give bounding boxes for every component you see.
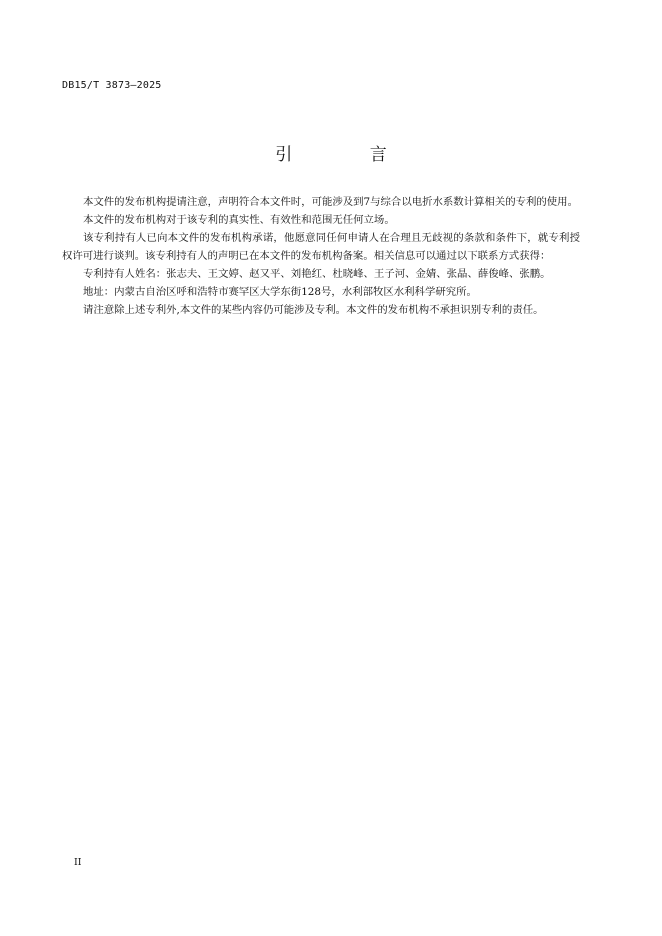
paragraph-no-position: 本文件的发布机构对于该专利的真实性、有效性和范围无任何立场。 (83, 214, 395, 226)
paragraph-disclaimer: 请注意除上述专利外,本文件的某些内容仍可能涉及专利。本文件的发布机构不承担识别专利的责任。 (83, 304, 544, 316)
paragraph-address: 地址：内蒙古自治区呼和浩特市赛罕区大学东街128号，水利部牧区水利科学研究所。 (83, 286, 477, 298)
paragraph-holder-names: 专利持有人姓名：张志夫、王文婷、赵又平、刘艳红、杜晓峰、王子河、金婧、张晶、薛俊峰、张鹏。 (83, 268, 551, 280)
document-body (62, 193, 580, 319)
paragraph-patent-notice: 本文件的发布机构提请注意，声明符合本文件时，可能涉及到7与综合以电折水系数计算相关的专利的使用。 (83, 196, 578, 208)
page-number: II (74, 857, 82, 868)
paragraph-holder-commitment: 该专利持有人已向本文件的发布机构承诺，他愿意同任何申请人在合理且无歧视的条款和条件下，就专利授权许可进行谈判。该专利持有人的声明已在本文件的发布机构备案。相关信息可以通过以下联系方式获得： (62, 232, 580, 262)
section-title: 引 言 (275, 145, 423, 165)
document-code: DB15/T 3873—2025 (62, 80, 162, 91)
